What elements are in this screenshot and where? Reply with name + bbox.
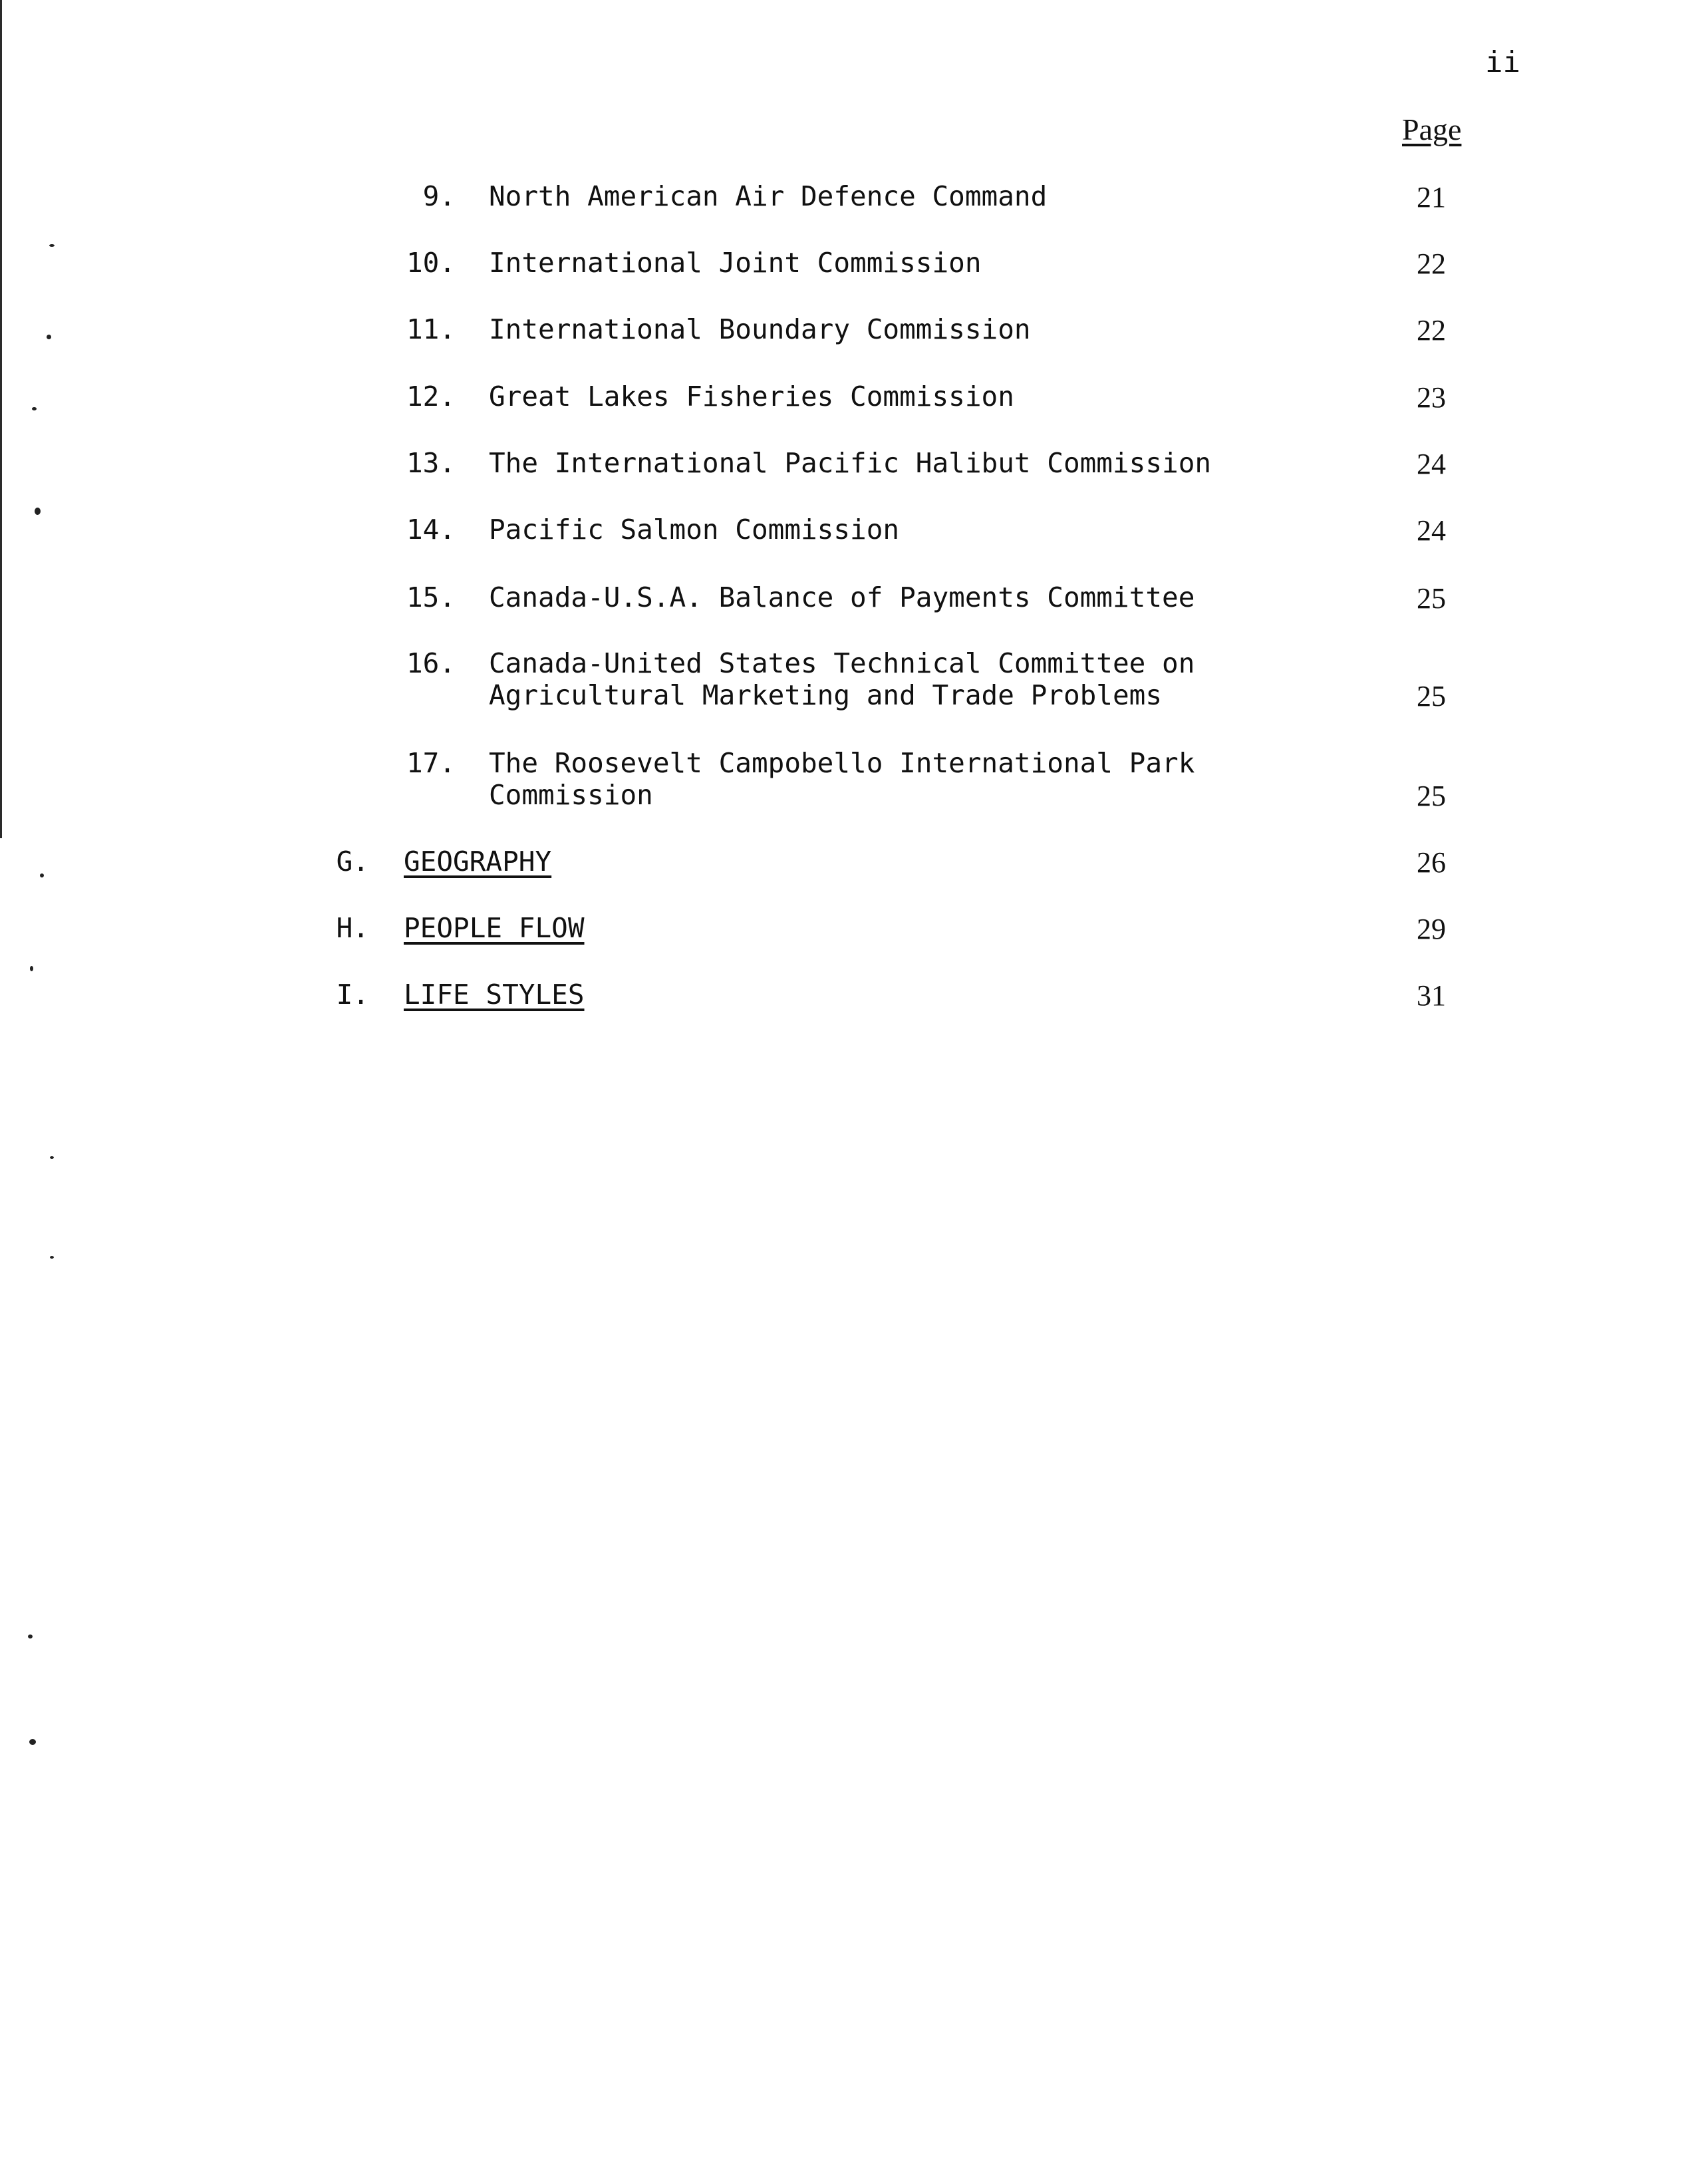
scan-speck (49, 244, 55, 247)
toc-section-title: PEOPLE FLOW (404, 912, 585, 944)
toc-entry-title: The Roosevelt Campobello International Park (489, 747, 1195, 779)
toc-entry-title: The International Pacific Halibut Commission (489, 447, 1212, 479)
scan-speck (47, 335, 51, 339)
scan-speck (35, 508, 41, 515)
toc-entry-number: 13. (406, 447, 456, 479)
toc-section-letter: I. (336, 979, 369, 1011)
toc-section-page: 29 (1417, 913, 1446, 945)
page-number: ii (1485, 45, 1520, 79)
toc-entry-page: 25 (1417, 582, 1446, 615)
toc-entry-title: Pacific Salmon Commission (489, 514, 900, 546)
toc-entry-title: International Boundary Commission (489, 313, 1031, 345)
toc-entry-page: 23 (1417, 381, 1446, 414)
toc-section-letter: H. (336, 912, 369, 944)
toc-entry-title: Commission (489, 779, 653, 811)
toc-entry-number: 10. (406, 247, 456, 279)
toc-entry-page: 24 (1417, 448, 1446, 480)
scan-speck (40, 873, 44, 877)
page-column-header: Page (1402, 112, 1462, 146)
toc-entry-page: 22 (1417, 247, 1446, 280)
toc-entry-number: 16. (406, 647, 456, 679)
toc-entry-title: Great Lakes Fisheries Commission (489, 381, 1014, 412)
toc-entry-title: Agricultural Marketing and Trade Problems (489, 679, 1163, 711)
toc-entry-page: 25 (1417, 780, 1446, 812)
scan-speck (50, 1156, 54, 1159)
toc-entry-page: 21 (1417, 181, 1446, 214)
toc-entry-number: 15. (406, 581, 456, 613)
scan-speck (30, 966, 33, 971)
toc-section-letter: G. (336, 846, 369, 877)
scan-speck (50, 1256, 54, 1259)
toc-section-title: GEOGRAPHY (404, 846, 552, 877)
toc-entry-page: 24 (1417, 514, 1446, 547)
scan-speck (32, 407, 37, 410)
toc-entry-number: 12. (406, 381, 456, 412)
toc-entry-number: 11. (406, 313, 456, 345)
toc-entry-page: 25 (1417, 680, 1446, 712)
toc-section-page: 26 (1417, 846, 1446, 879)
toc-entry-number: 9. (422, 180, 456, 212)
toc-entry-title: Canada-U.S.A. Balance of Payments Committee (489, 581, 1195, 613)
toc-entry-title: Canada-United States Technical Committee on (489, 647, 1195, 679)
toc-entry-page: 22 (1417, 314, 1446, 347)
toc-section-title: LIFE STYLES (404, 979, 585, 1011)
toc-entry-title: International Joint Commission (489, 247, 982, 279)
toc-section-page: 31 (1417, 979, 1446, 1012)
page-edge (0, 0, 2, 838)
scan-speck (28, 1635, 33, 1638)
toc-entry-title: North American Air Defence Command (489, 180, 1048, 212)
toc-entry-number: 17. (406, 747, 456, 779)
toc-entry-number: 14. (406, 514, 456, 546)
scan-speck (29, 1739, 36, 1745)
